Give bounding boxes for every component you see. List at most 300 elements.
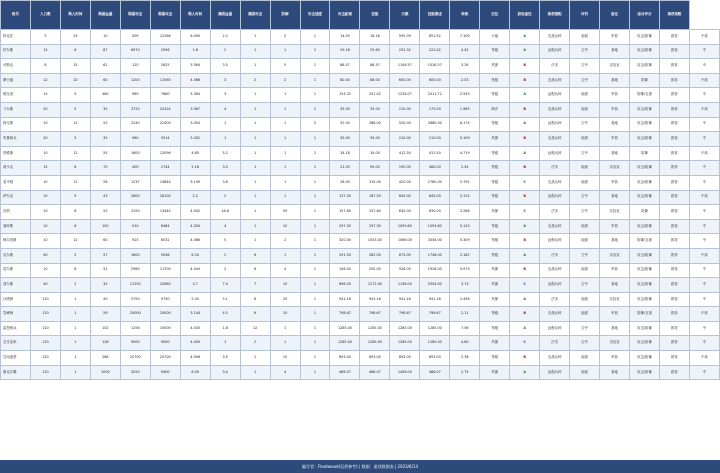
table-cell: 286.00 bbox=[360, 117, 390, 132]
table-cell: 攻击/防御 bbox=[630, 190, 660, 205]
table-cell: 3.5 bbox=[210, 161, 240, 176]
table-cell: 5.35 bbox=[180, 292, 210, 307]
table-cell: B bbox=[510, 263, 540, 278]
table-cell: 40 bbox=[90, 292, 120, 307]
table-cell: 7680 bbox=[150, 88, 180, 103]
table-cell: 2.54 bbox=[450, 161, 480, 176]
table-cell: 5.002 bbox=[180, 132, 210, 147]
table-cell: 等级 bbox=[480, 88, 510, 103]
table-cell: 防御/支援 bbox=[630, 88, 660, 103]
table-cell: 2011.72 bbox=[420, 88, 450, 103]
table-cell: A bbox=[510, 44, 540, 59]
table-cell: 近战兵种 bbox=[540, 307, 570, 322]
table-cell: 地面 bbox=[570, 234, 600, 249]
table-cell: 120 bbox=[30, 351, 60, 366]
table-cell: 15 bbox=[30, 161, 60, 176]
table-cell: 52.00 bbox=[330, 117, 360, 132]
table-cell: 攻击/防御 bbox=[630, 102, 660, 117]
table-cell: 法术 bbox=[540, 161, 570, 176]
table-cell: 防御/支援 bbox=[630, 307, 660, 322]
table-cell: 风暴 bbox=[480, 278, 510, 293]
table-cell: 1226.07 bbox=[390, 88, 420, 103]
table-cell: 攻击/防御 bbox=[630, 292, 660, 307]
table-cell: 2744 bbox=[150, 161, 180, 176]
table-cell: 空中 bbox=[570, 336, 600, 351]
table-cell: 1 bbox=[60, 336, 90, 351]
table-cell: 8484 bbox=[150, 219, 180, 234]
table-cell: 1136.00 bbox=[390, 278, 420, 293]
table-cell: 1 bbox=[240, 351, 270, 366]
table-cell: 空中 bbox=[570, 146, 600, 161]
column-header: 购最攻击 bbox=[150, 1, 180, 30]
table-cell: 1285.00 bbox=[330, 336, 360, 351]
table-cell: 1 bbox=[60, 307, 90, 322]
table-cell: 466.07 bbox=[330, 365, 360, 380]
unit-name-cell: 空间逐梦 bbox=[1, 351, 31, 366]
table-cell: 14.55 bbox=[330, 30, 360, 45]
table-cell: 1 bbox=[240, 44, 270, 59]
table-cell: 中 bbox=[689, 292, 719, 307]
table-cell: 3.286 bbox=[450, 205, 480, 220]
table-cell: 2.53 bbox=[450, 73, 480, 88]
column-header: 备注 bbox=[600, 1, 630, 30]
table-cell: 926.00 bbox=[390, 263, 420, 278]
table-cell: 中高 bbox=[689, 146, 719, 161]
unit-name-cell: 阿克托 bbox=[1, 30, 31, 45]
table-cell: C bbox=[510, 336, 540, 351]
table-cell: 2.456 bbox=[450, 292, 480, 307]
table-cell: 基地 bbox=[600, 44, 630, 59]
table-cell: 5.125 bbox=[450, 219, 480, 234]
table-cell: 1 bbox=[240, 30, 270, 45]
column-header: 技能 bbox=[360, 1, 390, 30]
table-row bbox=[1, 336, 720, 351]
table-cell: 190.00 bbox=[390, 161, 420, 176]
table-cell: 2504.00 bbox=[420, 278, 450, 293]
table-cell: 893.00 bbox=[390, 351, 420, 366]
table-cell: 法术 bbox=[540, 59, 570, 74]
table-cell: C bbox=[510, 175, 540, 190]
table-cell: 1 bbox=[270, 161, 300, 176]
table-cell: 1 bbox=[300, 30, 330, 45]
table-cell: 297.30 bbox=[330, 219, 360, 234]
table-cell: C bbox=[510, 278, 540, 293]
table-cell: 军营 bbox=[600, 219, 630, 234]
table-cell: 7 bbox=[240, 278, 270, 293]
column-header: 天赋 bbox=[390, 1, 420, 30]
table-cell: 4 bbox=[210, 219, 240, 234]
column-header: 推荐搭配 bbox=[540, 1, 570, 30]
table-cell: 9000 bbox=[120, 336, 150, 351]
table-cell: 466.07 bbox=[420, 365, 450, 380]
table-cell: 4.304 bbox=[180, 219, 210, 234]
table-cell: 1285.00 bbox=[420, 336, 450, 351]
table-cell: 40 bbox=[30, 278, 60, 293]
table-cell: B bbox=[510, 59, 540, 74]
table-cell: 中 bbox=[689, 336, 719, 351]
unit-name-cell: 艺术皇家 bbox=[1, 336, 31, 351]
table-cell: 4.85 bbox=[180, 146, 210, 161]
table-cell: 远程兵种 bbox=[540, 278, 570, 293]
table-cell: 2 bbox=[300, 146, 330, 161]
table-cell: 近战兵种 bbox=[540, 219, 570, 234]
table-row bbox=[1, 102, 720, 117]
table-cell: 地面 bbox=[570, 263, 600, 278]
table-cell: 466.07 bbox=[360, 365, 390, 380]
table-cell: 8 bbox=[60, 205, 90, 220]
unit-name-cell: 斗尔斯 bbox=[1, 102, 31, 117]
table-row bbox=[1, 161, 720, 176]
table-cell: 2.11 bbox=[450, 307, 480, 322]
table-cell: 法术 bbox=[540, 205, 570, 220]
table-cell: 中高 bbox=[689, 73, 719, 88]
table-cell: 1 bbox=[60, 365, 90, 380]
table-cell: 4.066 bbox=[180, 234, 210, 249]
table-row bbox=[1, 190, 720, 205]
table-cell: 630.00 bbox=[420, 205, 450, 220]
table-cell: 2.182 bbox=[450, 248, 480, 263]
table-cell: 86.57 bbox=[330, 59, 360, 74]
table-cell: 509 bbox=[120, 30, 150, 45]
table-cell: 2250 bbox=[120, 205, 150, 220]
table-cell: 13440 bbox=[150, 205, 180, 220]
column-header: 防御 bbox=[270, 1, 300, 30]
table-cell: 等级 bbox=[480, 190, 510, 205]
table-cell: 20700 bbox=[120, 351, 150, 366]
table-cell: 1 bbox=[210, 132, 240, 147]
table-cell: 1 bbox=[300, 307, 330, 322]
table-cell: 252.32 bbox=[390, 44, 420, 59]
table-cell: 基地 bbox=[600, 234, 630, 249]
table-cell: 2 bbox=[60, 248, 90, 263]
table-cell: 137.30 bbox=[330, 190, 360, 205]
table-cell: 攻击/防御 bbox=[630, 263, 660, 278]
table-cell: 3344.00 bbox=[420, 234, 450, 249]
table-cell: 6 bbox=[240, 263, 270, 278]
table-cell: 157.80 bbox=[360, 205, 390, 220]
table-cell: 近战兵种 bbox=[540, 351, 570, 366]
table-cell: 3 bbox=[210, 73, 240, 88]
table-cell: 1 bbox=[300, 73, 330, 88]
table-cell: B bbox=[510, 351, 540, 366]
table-cell: 1.8 bbox=[210, 321, 240, 336]
table-cell: 60 bbox=[90, 234, 120, 249]
table-cell: 12 bbox=[60, 146, 90, 161]
table-cell: 中 bbox=[689, 278, 719, 293]
table-cell: 20 bbox=[30, 102, 60, 117]
table-cell: 11700 bbox=[150, 263, 180, 278]
table-cell: 6532 bbox=[150, 234, 180, 249]
unit-name-cell: 塔维斯 bbox=[1, 146, 31, 161]
table-cell: 1926.00 bbox=[420, 263, 450, 278]
table-cell: 15 bbox=[60, 59, 90, 74]
table-cell: 1 bbox=[300, 59, 330, 74]
table-row bbox=[1, 248, 720, 263]
table-cell: 风暴 bbox=[480, 365, 510, 380]
table-cell: 推荐 bbox=[659, 175, 689, 190]
table-cell: 35 bbox=[90, 132, 120, 147]
table-cell: 远程兵种 bbox=[540, 146, 570, 161]
table-cell: 军营 bbox=[600, 351, 630, 366]
table-cell: 远程兵种 bbox=[540, 365, 570, 380]
table-cell: 2.75 bbox=[450, 365, 480, 380]
table-cell: 205.00 bbox=[360, 263, 390, 278]
table-cell: 3.5 bbox=[210, 59, 240, 74]
table-cell: 10 bbox=[270, 278, 300, 293]
table-cell: B bbox=[510, 307, 540, 322]
table-cell: 6 bbox=[240, 307, 270, 322]
table-cell: 1000 bbox=[90, 365, 120, 380]
table-cell: 攻击/防御 bbox=[630, 132, 660, 147]
table-cell: 推荐 bbox=[659, 117, 689, 132]
table-cell: 2 bbox=[210, 190, 240, 205]
table-cell: 1256 bbox=[120, 321, 150, 336]
table-cell: 攻击/防御 bbox=[630, 44, 660, 59]
table-cell: 29.18 bbox=[330, 44, 360, 59]
table-cell: 近战兵种 bbox=[540, 132, 570, 147]
table-cell: 412.50 bbox=[390, 146, 420, 161]
table-cell: 120 bbox=[120, 59, 150, 74]
unit-name-cell: 雷恩骑兵 bbox=[1, 321, 31, 336]
table-cell: 6 bbox=[60, 44, 90, 59]
column-header: 种族 bbox=[450, 1, 480, 30]
table-cell: 地面 bbox=[570, 132, 600, 147]
table-cell: 基地 bbox=[600, 117, 630, 132]
table-cell: 3.144 bbox=[180, 307, 210, 322]
table-cell: 12 bbox=[60, 117, 90, 132]
table-cell: 远程兵种 bbox=[540, 321, 570, 336]
table-cell: 等级 bbox=[480, 175, 510, 190]
table-cell: 攻击/防御 bbox=[630, 321, 660, 336]
column-header: 购入时间 bbox=[60, 1, 90, 30]
table-cell: 4.5 bbox=[210, 307, 240, 322]
table-row bbox=[1, 88, 720, 103]
table-cell: 9000 bbox=[150, 336, 180, 351]
column-header: 账号 bbox=[1, 1, 31, 30]
table-cell: 941.16 bbox=[360, 292, 390, 307]
table-cell: 推荐 bbox=[659, 146, 689, 161]
table-cell: 实验室 bbox=[600, 161, 630, 176]
table-cell: 推荐 bbox=[659, 351, 689, 366]
table-cell: 地面 bbox=[570, 351, 600, 366]
table-cell: 中 bbox=[689, 132, 719, 147]
table-cell: 实验室 bbox=[600, 336, 630, 351]
table-cell: 873.00 bbox=[390, 248, 420, 263]
table-cell: 推荐 bbox=[659, 205, 689, 220]
table-cell: 297.30 bbox=[360, 219, 390, 234]
table-cell: 120 bbox=[30, 321, 60, 336]
table-cell: 5514 bbox=[150, 132, 180, 147]
table-cell: 空中 bbox=[570, 321, 600, 336]
table-cell: 4.502 bbox=[180, 205, 210, 220]
table-cell: 6 bbox=[240, 248, 270, 263]
table-cell: 100 bbox=[90, 219, 120, 234]
table-cell: 2 bbox=[270, 234, 300, 249]
table-cell: 12096 bbox=[150, 146, 180, 161]
table-cell: 风暴 bbox=[480, 59, 510, 74]
table-cell: A bbox=[510, 365, 540, 380]
table-cell: 近战兵种 bbox=[540, 175, 570, 190]
table-cell: 28.00 bbox=[330, 175, 360, 190]
table-cell: 5.309 bbox=[450, 234, 480, 249]
table-cell: 10 bbox=[30, 175, 60, 190]
table-cell: 52 bbox=[90, 117, 120, 132]
table-cell: 14844 bbox=[150, 175, 180, 190]
table-cell: 1 bbox=[270, 117, 300, 132]
table-cell: 远程兵种 bbox=[540, 88, 570, 103]
table-cell: 1 bbox=[300, 234, 330, 249]
table-cell: 25000 bbox=[120, 307, 150, 322]
table-cell: 43 bbox=[90, 190, 120, 205]
table-cell: 推荐 bbox=[659, 190, 689, 205]
table-cell: 5046 bbox=[150, 248, 180, 263]
table-cell: 6.174 bbox=[450, 117, 480, 132]
table-cell: 1 bbox=[300, 321, 330, 336]
table-cell: A bbox=[510, 88, 540, 103]
table-cell: B bbox=[510, 234, 540, 249]
table-row bbox=[1, 234, 720, 249]
table-cell: 远程兵种 bbox=[540, 44, 570, 59]
unit-name-cell: 克尔斯 bbox=[1, 248, 31, 263]
table-cell: 攻击/防御 bbox=[630, 351, 660, 366]
table-cell: 35.00 bbox=[360, 102, 390, 117]
table-cell: 等级 bbox=[480, 44, 510, 59]
table-cell: 412.50 bbox=[420, 146, 450, 161]
table-cell: 600.00 bbox=[420, 73, 450, 88]
table-cell: B bbox=[510, 190, 540, 205]
table-cell: 空中 bbox=[570, 73, 600, 88]
table-cell: 798.67 bbox=[420, 307, 450, 322]
table-cell: 7.4 bbox=[210, 278, 240, 293]
table-cell: 1 bbox=[300, 351, 330, 366]
table-cell: 1053.00 bbox=[360, 234, 390, 249]
table-cell: 1 bbox=[240, 102, 270, 117]
unit-name-cell: 阿比斯 bbox=[1, 117, 31, 132]
table-cell: 1 bbox=[300, 263, 330, 278]
table-cell: 3720 bbox=[120, 102, 150, 117]
table-cell: 空中 bbox=[570, 59, 600, 74]
table-cell: 1 bbox=[270, 44, 300, 59]
table-cell: 1 bbox=[270, 321, 300, 336]
table-cell: 320.00 bbox=[330, 234, 360, 249]
table-cell: 1 bbox=[270, 190, 300, 205]
table-cell: 2.2 bbox=[180, 190, 210, 205]
table-cell: 等级 bbox=[480, 248, 510, 263]
table-cell: 941.16 bbox=[330, 292, 360, 307]
table-cell: 1 bbox=[300, 336, 330, 351]
table-cell: 10 bbox=[30, 146, 60, 161]
table-cell: 风暴 bbox=[480, 205, 510, 220]
table-cell: 2 bbox=[240, 73, 270, 88]
table-cell: 157.80 bbox=[330, 205, 360, 220]
table-cell: A bbox=[510, 292, 540, 307]
table-cell: 5 bbox=[270, 59, 300, 74]
table-cell: 25000 bbox=[150, 307, 180, 322]
table-cell: 12266 bbox=[150, 30, 180, 45]
table-cell: 2 bbox=[210, 248, 240, 263]
table-cell: 18.16 bbox=[360, 30, 390, 45]
table-cell: 空中 bbox=[570, 44, 600, 59]
table-cell: 1285.00 bbox=[330, 321, 360, 336]
table-cell: 420.00 bbox=[390, 175, 420, 190]
table-cell: 960 bbox=[120, 132, 150, 147]
table-cell: 防御 bbox=[630, 205, 660, 220]
table-cell: 地面 bbox=[570, 175, 600, 190]
unit-name-cell: 莉卡克 bbox=[1, 161, 31, 176]
table-cell: B bbox=[510, 132, 540, 147]
table-cell: 2 bbox=[240, 336, 270, 351]
table-cell: 2 bbox=[300, 102, 330, 117]
table-cell: 推荐 bbox=[659, 307, 689, 322]
table-cell: 11250 bbox=[120, 278, 150, 293]
table-cell: 315.00 bbox=[360, 175, 390, 190]
table-cell: 4.906 bbox=[180, 351, 210, 366]
unit-name-cell: 沙漠骑 bbox=[1, 292, 31, 307]
table-cell: 210.00 bbox=[420, 132, 450, 147]
table-cell: 6.09 bbox=[180, 365, 210, 380]
footer-note: 编写者：Fleetwood(仅供参考) | 数据：游戏数据表 | 2023/6/14 bbox=[0, 460, 720, 473]
column-header: 综合评分 bbox=[630, 1, 660, 30]
table-cell: 2625 bbox=[150, 59, 180, 74]
unit-name-cell: 塞库斯 bbox=[1, 219, 31, 234]
table-cell: 480.00 bbox=[420, 161, 450, 176]
table-cell: 102 bbox=[90, 321, 120, 336]
table-cell: 风暴 bbox=[480, 292, 510, 307]
table-cell: 941.16 bbox=[420, 292, 450, 307]
table-cell: B bbox=[510, 102, 540, 117]
table-cell: 8 bbox=[30, 59, 60, 74]
table-cell: 3250 bbox=[120, 365, 150, 380]
table-cell: A bbox=[510, 30, 540, 45]
table-row bbox=[1, 365, 720, 380]
table-cell: 2 bbox=[210, 263, 240, 278]
table-cell: 等级 bbox=[480, 219, 510, 234]
table-cell: 空中 bbox=[570, 278, 600, 293]
table-cell: 893.00 bbox=[420, 351, 450, 366]
unit-name-cell: 维比诺 bbox=[1, 88, 31, 103]
table-cell: 空中 bbox=[570, 205, 600, 220]
table-cell: 实验室 bbox=[600, 248, 630, 263]
unit-name-cell: 枫尔伯斯 bbox=[1, 234, 31, 249]
table-row bbox=[1, 263, 720, 278]
table-cell: 攻击/防御 bbox=[630, 59, 660, 74]
table-cell: 3.8 bbox=[210, 175, 240, 190]
table-cell: 空中 bbox=[570, 248, 600, 263]
table-cell: 基地 bbox=[600, 321, 630, 336]
table-row bbox=[1, 307, 720, 322]
table-cell: 攻击/防御 bbox=[630, 248, 660, 263]
table-cell: 中高 bbox=[689, 248, 719, 263]
table-cell: 中 bbox=[689, 219, 719, 234]
table-cell: 4.80 bbox=[450, 336, 480, 351]
table-cell: 地面 bbox=[570, 102, 600, 117]
table-cell: 70 bbox=[90, 161, 120, 176]
table-cell: 2.555 bbox=[450, 88, 480, 103]
table-cell: 1 bbox=[270, 175, 300, 190]
column-header: 获取途径 bbox=[510, 1, 540, 30]
table-cell: 22400 bbox=[150, 117, 180, 132]
table-cell: 军营 bbox=[600, 30, 630, 45]
table-cell: 4.430 bbox=[180, 321, 210, 336]
table-cell: 1 bbox=[240, 205, 270, 220]
table-cell: 10 bbox=[90, 30, 120, 45]
table-cell: 5.109 bbox=[450, 132, 480, 147]
table-cell: 5.564 bbox=[180, 88, 210, 103]
table-cell: 中 bbox=[689, 234, 719, 249]
table-cell: 9 bbox=[60, 88, 90, 103]
table-cell: 2 bbox=[210, 44, 240, 59]
table-cell: 10 bbox=[30, 205, 60, 220]
